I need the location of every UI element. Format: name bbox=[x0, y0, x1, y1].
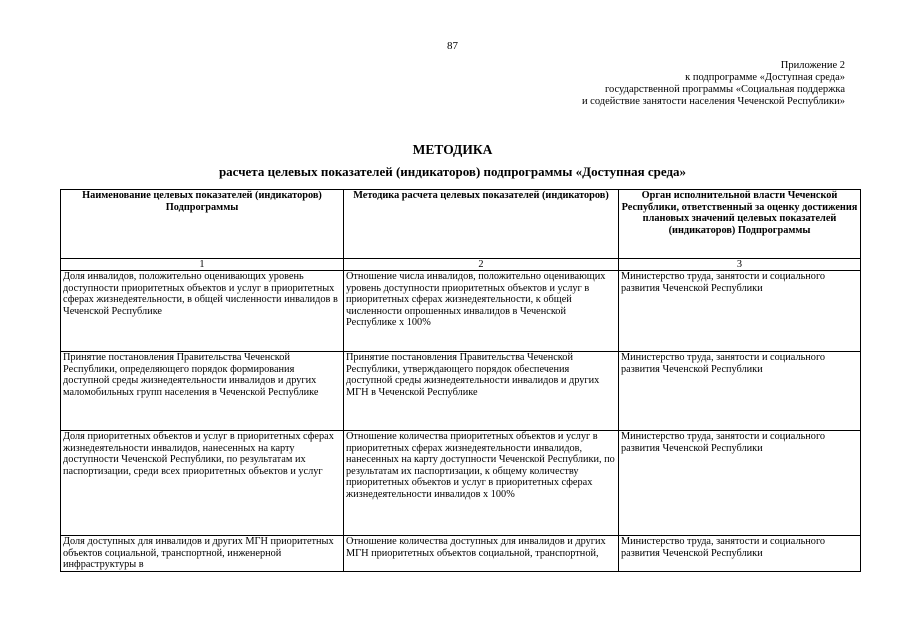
methodology-table bbox=[60, 189, 861, 572]
column-number: 2 bbox=[344, 259, 619, 271]
document-subtitle: расчета целевых показателей (индикаторов) подпрограммы «Доступная среда» bbox=[218, 164, 687, 179]
agency-cell bbox=[619, 536, 861, 572]
agency-cell: Министерство труда, занятости и социального развития Чеченской Республики bbox=[619, 352, 861, 431]
indicator-cell bbox=[61, 536, 344, 572]
method-cell: Отношение количества приоритетных объектов и услуг в приоритетных сферах жизнедеятельности инвалидов, нанесенных на карту доступности Чеченской Республики, по результатам их паспортизации, к общему количеству приоритетных объектов и услуг в приоритетных сферах жизнедеятельности инвалидов х 100% bbox=[344, 431, 619, 536]
agency-cell: Министерство труда, занятости и социального развития Чеченской Республики bbox=[619, 271, 861, 352]
header-indicator: Наименование целевых показателей (индикаторов) Подпрограммы bbox=[61, 190, 344, 259]
column-number: 3 bbox=[619, 259, 861, 271]
appendix-line: государственной программы «Социальная поддержка bbox=[604, 84, 845, 95]
table-row bbox=[61, 536, 861, 572]
header-method: Методика расчета целевых показателей (индикаторов) bbox=[344, 190, 619, 259]
indicator-cell: Принятие постановления Правительства Чеченской Республики, определяющего порядок формирования доступной среды жизнедеятельности инвалидов и других маломобильных групп населения в Чеченской Республике bbox=[61, 352, 344, 431]
table-row bbox=[61, 431, 861, 536]
document-title: МЕТОДИКА bbox=[412, 142, 493, 157]
method-text: Отношение количества доступных для инвалидов и других МГН приоритетных объектов социальной, транспортной, bbox=[346, 536, 606, 559]
method-cell: Принятие постановления Правительства Чеченской Республики, утверждающего порядок обеспечения доступной среды жизнедеятельности инвалидов и других МГН в Чеченской Республике bbox=[344, 352, 619, 431]
table-number-row bbox=[61, 259, 861, 271]
appendix-note bbox=[582, 60, 845, 108]
table-header-row bbox=[61, 190, 861, 259]
table-row bbox=[61, 271, 861, 352]
appendix-line: Приложение 2 bbox=[780, 60, 845, 71]
appendix-line: и содействие занятости населения Чеченской Республики» bbox=[581, 96, 845, 107]
method-cell bbox=[344, 536, 619, 572]
appendix-line: к подпрограмме «Доступная среда» bbox=[685, 72, 845, 83]
agency-cell: Министерство труда, занятости и социального развития Чеченской Республики bbox=[619, 431, 861, 536]
table-row bbox=[61, 352, 861, 431]
method-cell: Отношение числа инвалидов, положительно оценивающих уровень доступности приоритетных объектов и услуг в приоритетных сферах жизнедеятельности, к общей численности опрошенных инвалидов в Чеченской Республике х 100% bbox=[344, 271, 619, 352]
indicator-text: Доля доступных для инвалидов и других МГН приоритетных объектов социальной, транспортной, инженерной инфраструктуры в bbox=[63, 536, 334, 571]
column-number: 1 bbox=[61, 259, 344, 271]
page-number: 87 bbox=[447, 40, 458, 52]
header-agency: Орган исполнительной власти Чеченской Республики, ответственный за оценку достижения плановых значений целевых показателей (индикаторов) Подпрограммы bbox=[619, 190, 861, 259]
indicator-cell: Доля инвалидов, положительно оценивающих уровень доступности приоритетных объектов и услуг в приоритетных сферах жизнедеятельности, в общей численности инвалидов в Чеченской Республике bbox=[61, 271, 344, 352]
agency-text: Министерство труда, занятости и социального развития Чеченской Республики bbox=[621, 536, 826, 559]
indicator-cell: Доля приоритетных объектов и услуг в приоритетных сферах жизнедеятельности инвалидов, нанесенных на карту доступности Чеченской Республики, по результатам их паспортизации, среди всех приоритетных объектов и услуг bbox=[61, 431, 344, 536]
